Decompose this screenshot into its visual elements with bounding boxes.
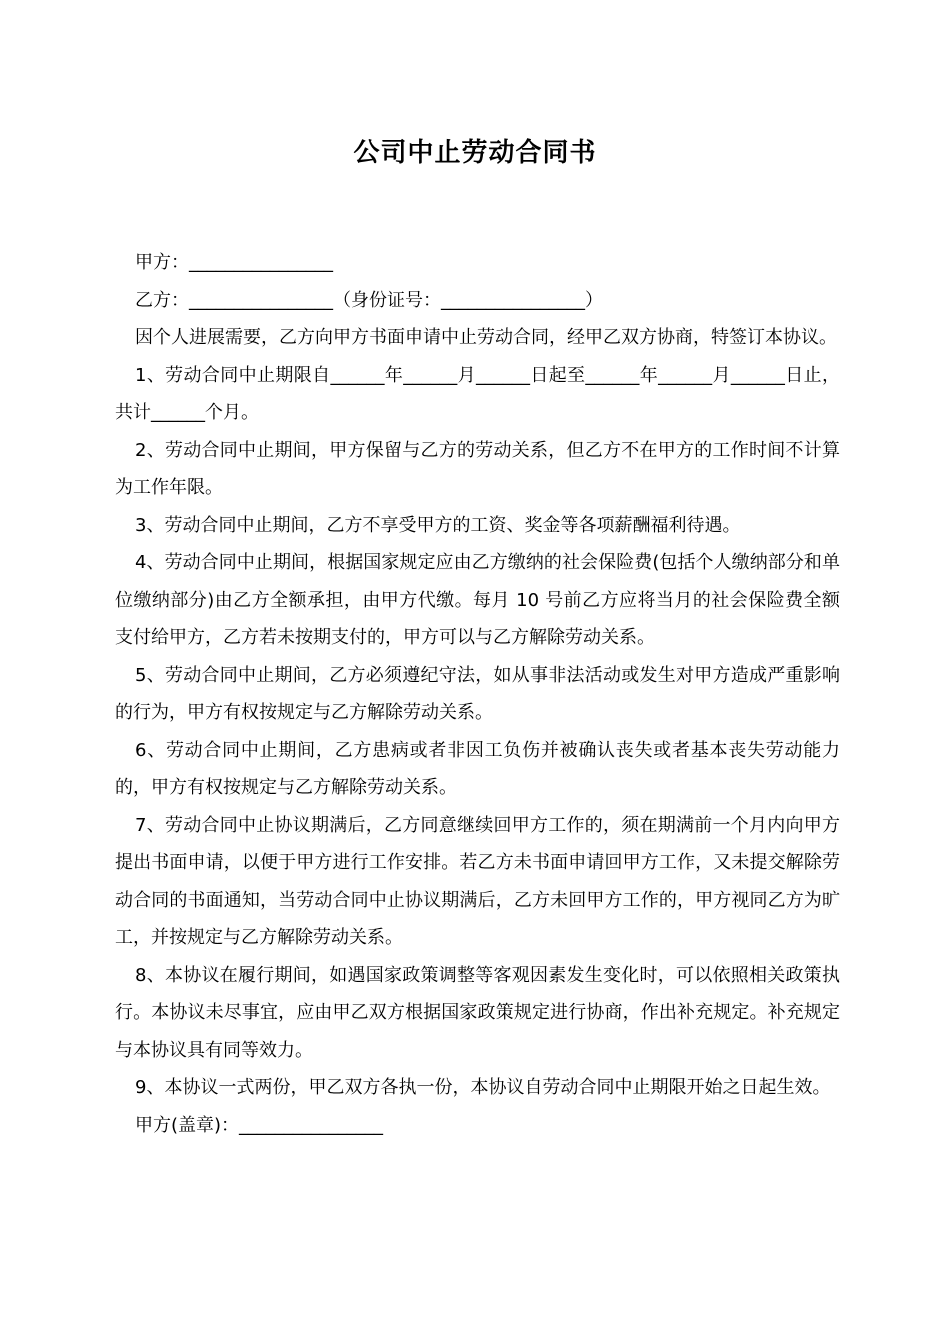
clause-2: 2、劳动合同中止期间，甲方保留与乙方的劳动关系，但乙方不在甲方的工作时间不计算为工作年限。 bbox=[115, 439, 840, 498]
clause-3: 3、劳动合同中止期间，乙方不享受甲方的工资、奖金等各项薪酬福利待遇。 bbox=[135, 514, 741, 536]
document-body bbox=[115, 244, 840, 1144]
clause-1: 1、劳动合同中止期限自______年______月______日起至______年______月______日止，共计______个月。 bbox=[115, 364, 840, 423]
document-title: 公司中止劳动合同书 bbox=[353, 138, 597, 168]
intro-paragraph: 因个人进展需要，乙方向甲方书面申请中止劳动合同，经甲乙双方协商，特签订本协议。 bbox=[135, 327, 837, 348]
party-b-line: 乙方：________________（身份证号：________________） bbox=[135, 289, 603, 311]
clause-7: 7、劳动合同中止协议期满后，乙方同意继续回甲方工作的，须在期满前一个月内向甲方提出书面申请，以便于甲方进行工作安排。若乙方未书面申请回甲方工作，又未提交解除劳动合同的书面通知，当劳动合同中止协议期满后，乙方未回甲方工作的，甲方视同乙方为旷工，并按规定与乙方解除劳动关系。 bbox=[115, 814, 840, 948]
clause-9: 9、本协议一式两份，甲乙双方各执一份，本协议自劳动合同中止期限开始之日起生效。 bbox=[135, 1077, 831, 1098]
party-a-line: 甲方：________________ bbox=[135, 252, 333, 273]
clause-8: 8、本协议在履行期间，如遇国家政策调整等客观因素发生变化时，可以依照相关政策执行。本协议未尽事宜，应由甲乙双方根据国家政策规定进行协商，作出补充规定。补充规定与本协议具有同等效力。 bbox=[115, 964, 840, 1061]
signature-party-a: 甲方(盖章)：________________ bbox=[135, 1114, 384, 1136]
clause-6: 6、劳动合同中止期间，乙方患病或者非因工负伤并被确认丧失或者基本丧失劳动能力的，甲方有权按规定与乙方解除劳动关系。 bbox=[115, 739, 840, 798]
clause-5: 5、劳动合同中止期间，乙方必须遵纪守法，如从事非法活动或发生对甲方造成严重影响的行为，甲方有权按规定与乙方解除劳动关系。 bbox=[115, 664, 840, 723]
clause-4: 4、劳动合同中止期间，根据国家规定应由乙方缴纳的社会保险费(包括个人缴纳部分和单位缴纳部分)由乙方全额承担，由甲方代缴。每月 10 号前乙方应将当月的社会保险费全额支付给甲方，乙方若未按期支付的，甲方可以与乙方解除劳动关系。 bbox=[115, 552, 840, 648]
